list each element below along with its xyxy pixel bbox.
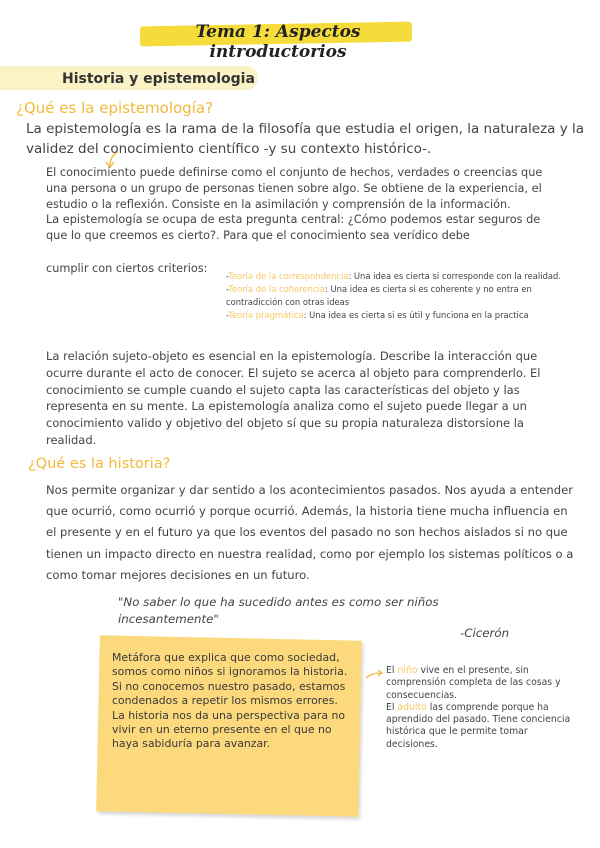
knowledge-definition: El conocimiento puede definirse como el conjunto de hechos, verdades o creencias que una persona o un grupo de personas tienen sobre algo. Se obtiene de la experiencia, el estudio o la reflexión. Consiste en la asimilación y comprensión de la información. [46,166,543,211]
side-note [386,665,576,751]
arrow-right-icon [364,668,386,682]
sticky-note-text: Metáfora que explica que como sociedad, somos como niños si ignoramos la historia. Si no conocemos nuestro pasado, estamos condenados a repetir los mismos errores. La historia nos da una perspectiva para no vivir en un eterno presente en el que no haya sabiduría para avanzar. [112,651,348,751]
section-title: Historia y epistemologia [62,71,255,87]
theory-desc: : Una idea es cierta si es útil y funciona en la practica [303,310,529,320]
criteria-label: cumplir con ciertos criterios: [46,262,208,275]
lead-paragraph: La epistemología es la rama de la filosofía que estudia el origen, la naturaleza y la validez del conocimiento científico -y su contexto histórico-. [26,121,585,157]
list-item: -Teoría de la coherencia: Una idea es cierta si es coherente y no entra en contradicción con otras ideas [226,284,532,307]
quote: "No saber lo que ha sucedido antes es como ser niños incesantemente" [118,595,439,626]
side-text: las comprende porque ha aprendido del pasado. Tiene conciencia histórica que le permite tomar decisiones. [386,701,571,750]
knowledge-paragraph [46,165,552,244]
theory-name: Teoría de la coherencia [228,284,326,294]
theory-name: Teoría pragmática [228,310,304,320]
central-question: La epistemología se ocupa de esta pregunta central: ¿Cómo podemos estar seguros de que lo que creemos es cierto?. Para que el conocimiento sea verídico debe [46,213,541,243]
heading-epistemology: ¿Qué es la epistemología? [16,99,214,117]
side-text: vive en el presente, sin comprensión completa de las cosas y consecuencias. [386,665,561,701]
adult-word: adulto [397,701,427,713]
subject-object-paragraph: La relación sujeto-objeto es esencial en la epistemología. Describe la interacción que ocurre durante el acto de conocer. El sujeto se acerca al objeto para comprenderlo. El conocimiento se cumple cuando el sujeto capta las características del objeto y las representa en su mente. La epistemología analiza como el sujeto puede llegar a un conocimiento valido y objetivo del objeto sí que su propia naturaleza distorsione la realidad. [46,349,541,447]
child-word: niño [397,665,418,676]
theory-name: Teoría de la correspondencia [228,271,349,281]
history-paragraph: Nos permite organizar y dar sentido a los acontecimientos pasados. Nos ayuda a entender que ocurrió, como ocurrió y porque ocurrió. Además, la historia tiene mucha influencia en el presente y en el futuro ya que los eventos del pasado no son hechos aislados si no que tienen un impacto directo en nuestra realidad, como por ejemplo los sistemas políticos o a como tomar mejores decisiones en un futuro. [46,483,574,582]
list-item: -Teoría pragmática: Una idea es cierta si es útil y funciona en la practica [226,310,529,320]
page-title: Tema 1: Aspectos introductorios [195,22,361,62]
theories-list [226,270,586,322]
theory-desc: : Una idea es cierta si corresponde con la realidad. [348,271,562,281]
side-text: El [386,665,398,676]
list-item: -Teoría de la correspondencia: Una idea es cierta si corresponde con la realidad. [226,271,562,281]
theory-desc: : Una idea es cierta si es coherente y no entra en contradicción con otras ideas [226,284,532,307]
quote-author: -Cicerón [460,626,510,640]
side-text: El [386,701,398,713]
heading-history: ¿Qué es la historia? [28,456,171,472]
